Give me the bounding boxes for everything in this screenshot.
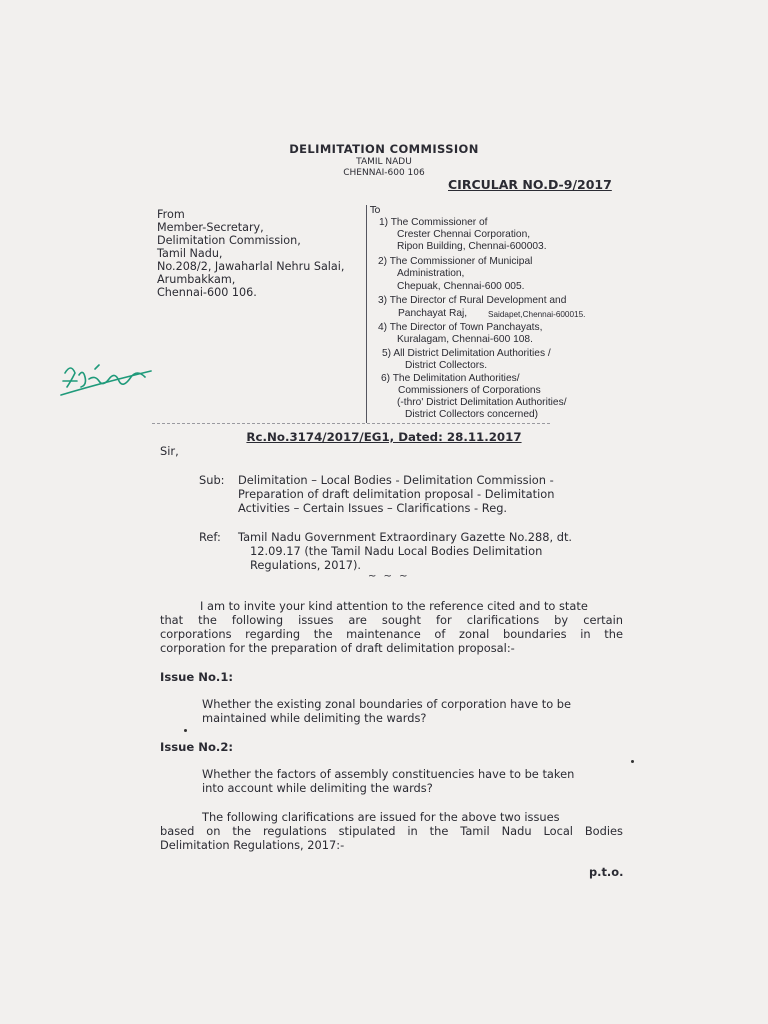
page-turn-note: p.t.o.	[589, 865, 624, 879]
circular-number: CIRCULAR NO.D-9/2017	[448, 177, 612, 192]
to-line: 1) The Commissioner of	[379, 217, 488, 228]
subject-line: Delimitation – Local Bodies - Delimitation Commission -	[238, 473, 554, 487]
to-line: 6) The Delimitation Authorities/	[381, 373, 520, 384]
to-line: 3) The Director cf Rural Development and	[378, 295, 567, 306]
commission-title: DELIMITATION COMMISSION	[289, 142, 479, 156]
to-line: 4) The Director of Town Panchayats,	[378, 322, 543, 333]
to-line: Crester Chennai Corporation,	[397, 229, 531, 240]
scan-speck	[631, 760, 634, 763]
from-line: No.208/2, Jawaharlal Nehru Salai,	[157, 260, 345, 273]
salutation: Sir,	[160, 444, 179, 458]
scan-speck	[184, 729, 187, 732]
to-line: 5) All District Delimitation Authorities /	[382, 348, 551, 359]
issue-text-line: maintained while delimiting the wards?	[202, 711, 427, 725]
to-line: Administration,	[397, 268, 465, 279]
from-line: Chennai-600 106.	[157, 286, 257, 299]
intro-line: I am to invite your kind attention to the reference cited and to state	[200, 599, 588, 613]
from-line: Tamil Nadu,	[157, 247, 223, 260]
to-line: Ripon Building, Chennai-600003.	[397, 241, 547, 252]
from-line: Member-Secretary,	[157, 221, 264, 234]
ref-line: Regulations, 2017).	[250, 558, 362, 572]
issue-text-line: Whether the factors of assembly constituencies have to be taken	[202, 767, 575, 781]
to-line: Kuralagam, Chennai-600 108.	[397, 334, 533, 345]
to-line: (-thro' District Delimitation Authorities/	[397, 397, 567, 408]
ref-line: Tamil Nadu Government Extraordinary Gazette No.288, dt.	[238, 530, 573, 544]
ref-line: 12.09.17 (the Tamil Nadu Local Bodies Delimitation	[250, 544, 543, 558]
to-line: District Collectors.	[405, 360, 488, 371]
received-initials-stamp	[55, 355, 175, 405]
from-line: Arumbakkam,	[157, 273, 236, 286]
address-separator	[152, 423, 550, 425]
intro-line: that the following issues are sought for clarifications by certain	[160, 613, 623, 627]
address-divider	[366, 205, 367, 423]
from-line: Delimitation Commission,	[157, 234, 301, 247]
city-line: CHENNAI-600 106	[343, 168, 425, 178]
state-name: TAMIL NADU	[356, 157, 412, 167]
subject-line: Activities – Certain Issues – Clarifications - Reg.	[238, 501, 508, 515]
to-line: Saidapet,Chennai-600015.	[488, 310, 586, 319]
issue-text-line: into account while delimiting the wards?	[202, 781, 433, 795]
subject-line: Preparation of draft delimitation proposal - Delimitation	[238, 487, 555, 501]
from-label: From	[157, 208, 185, 221]
closing-line: based on the regulations stipulated in the Tamil Nadu Local Bodies	[160, 824, 623, 838]
to-line: 2) The Commissioner of Municipal	[378, 256, 533, 267]
subject-label: Sub:	[199, 473, 225, 487]
to-line: Panchayat Raj,	[398, 308, 468, 319]
intro-line: corporation for the preparation of draft delimitation proposal:-	[160, 641, 515, 655]
issue-heading: Issue No.1:	[160, 670, 234, 684]
to-label: To	[370, 205, 381, 216]
section-separator: ~ ~ ~	[368, 571, 410, 582]
to-line: Commissioners of Corporations	[398, 385, 541, 396]
issue-heading: Issue No.2:	[160, 740, 234, 754]
intro-line: corporations regarding the maintenance of zonal boundaries in the	[160, 627, 623, 641]
closing-line: Delimitation Regulations, 2017:-	[160, 838, 345, 852]
to-line: Chepuak, Chennai-600 005.	[397, 281, 525, 292]
reference-number: Rc.No.3174/2017/EG1, Dated: 28.11.2017	[246, 430, 522, 444]
closing-line: The following clarifications are issued for the above two issues	[202, 810, 560, 824]
issue-text-line: Whether the existing zonal boundaries of corporation have to be	[202, 697, 572, 711]
to-line: District Collectors concerned)	[405, 409, 539, 420]
ref-label: Ref:	[199, 530, 221, 544]
